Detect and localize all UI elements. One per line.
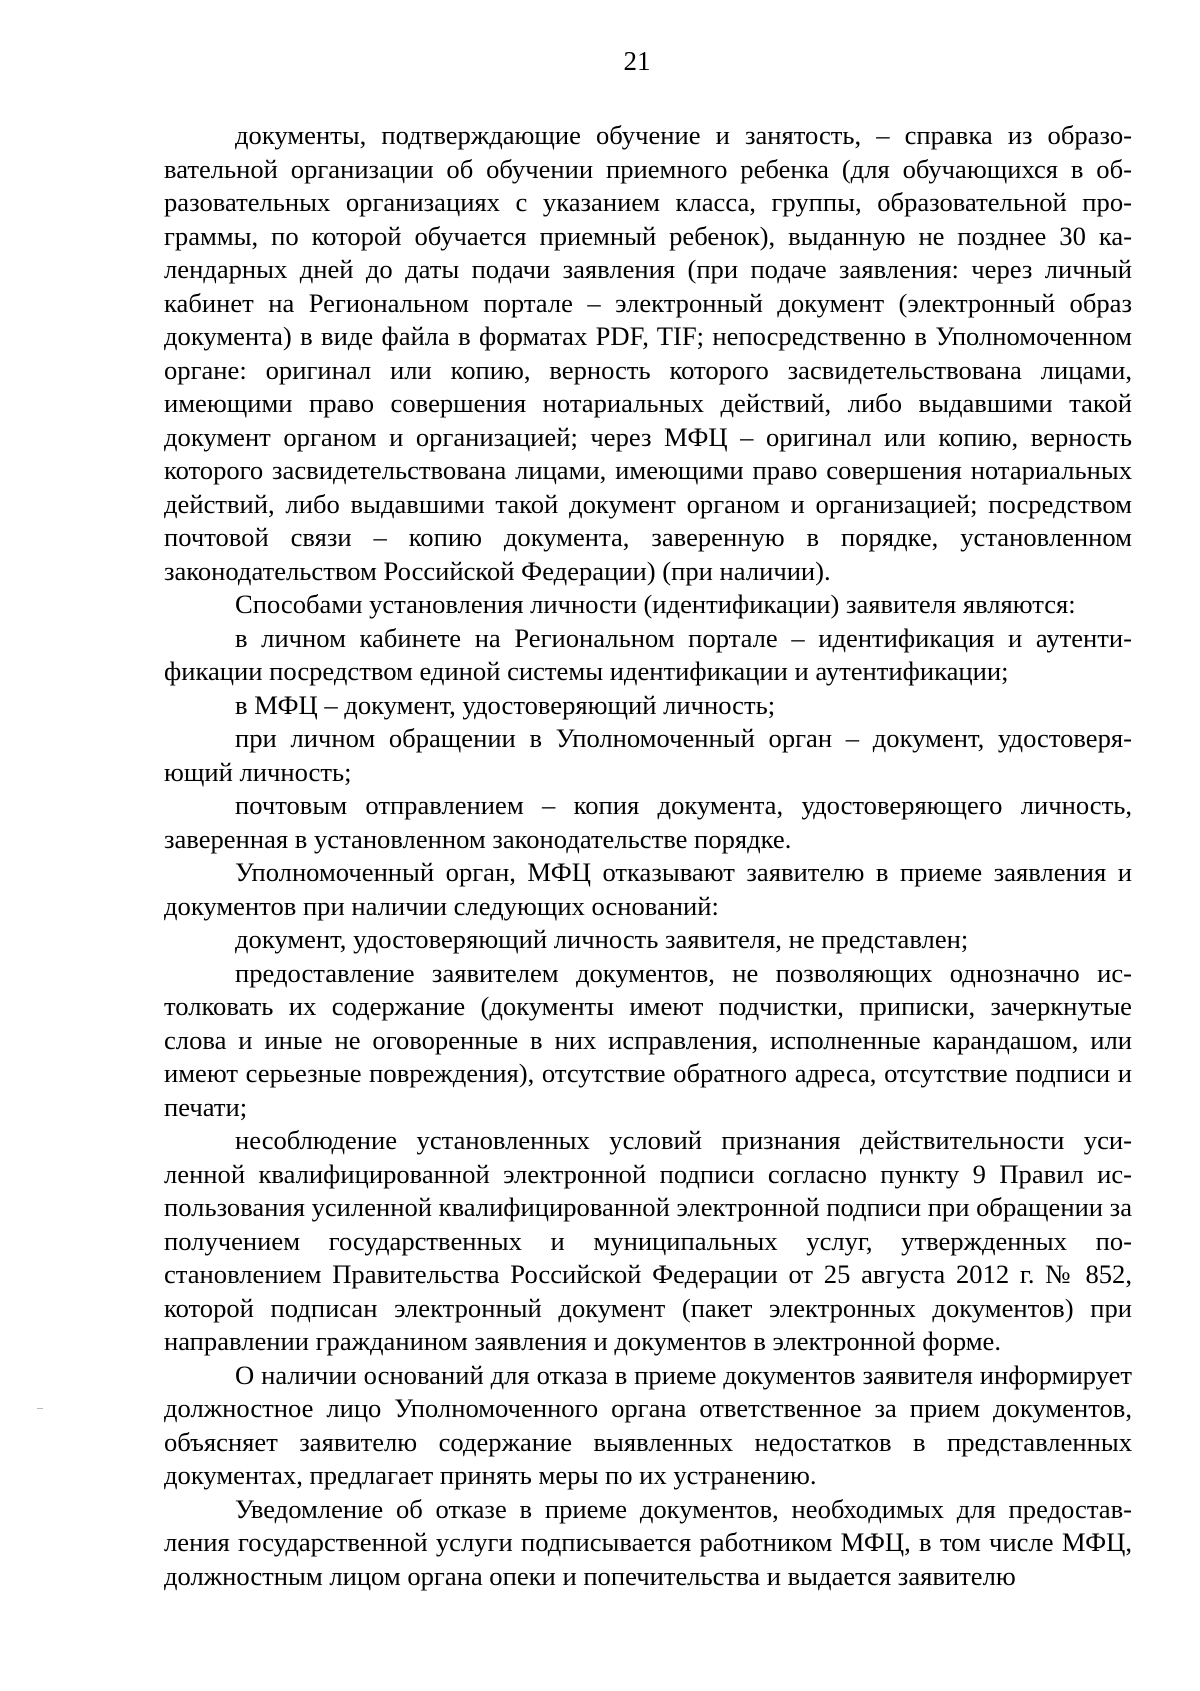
paragraph-signature-conditions: несоблюдение установленных условий признания действительности усиленной квалифицированной электронной подписи согласно пункту 9 Правил использования усиленной квалифицированной электронной подписи при обращении за получением государственных и муниципальных услуг, утвержденных постановлением Правительства Российской Федерации от 25 августа 2012 г. № 852, которой подписан электронный документ (пакет электронных документов) при направлении гражданином заявления и документов в электронной форме. bbox=[164, 1125, 1132, 1356]
page-number: 21 bbox=[623, 46, 651, 76]
paragraph-informing: О наличии оснований для отказа в приеме документов заявителя информирует должностное лицо Уполномоченного органа ответственное за прием документов, объясняет заявителю содержание выявленных недостатков в представленных документах, предлагает принять меры по их устранению. bbox=[164, 1359, 1132, 1490]
scan-margin-mark bbox=[37, 1408, 43, 1409]
paragraph-mfc: в МФЦ – документ, удостоверяющий личность; bbox=[235, 689, 776, 720]
document-body bbox=[164, 119, 1132, 1593]
paragraph-personal-visit: при личном обращении в Уполномоченный орган – документ, удостоверяющий личность; bbox=[164, 723, 1132, 787]
paragraph-identification-methods: Способами установления личности (идентификации) заявителя являются: bbox=[235, 589, 1076, 619]
paragraph-postal: почтовым отправлением – копия документа, удостоверяющего личность, заверенная в установленном законодательстве порядке. bbox=[164, 790, 1132, 854]
paragraph-refusal-notice: Уведомление об отказе в приеме документов, необходимых для предоставления государственной услуги подписывается работником МФЦ, в том числе МФЦ, должностным лицом органа опеки и попечительства и выдается заявителю bbox=[164, 1493, 1132, 1591]
paragraph-education-documents: документы, подтверждающие обучение и занятость, – справка из образовательной организации об обучении приемного ребенка (для обучающихся в образовательных организациях с указанием класса, группы, образовательной программы, по которой обучается приемный ребенок), выданную не позднее 30 календарных дней до даты подачи заявления (при подаче заявления: через личный кабинет на Региональном портале – электронный документ (электронный образ документа) в виде файла в форматах PDF, TIF; непосредственно в Уполномоченном органе: оригинал или копию, верность которого засвидетельствована лицами, имеющими право совершения нотариальных действий, либо выдавшими такой документ органом и организацией; через МФЦ – оригинал или копию, верность которого засвидетельствована лицами, имеющими право совершения нотариальных действий, либо выдавшими такой документ органом и организацией; посредством почтовой связи – копию документа, заверенную в порядке, установленном законодательством Российской Федерации) (при наличии). bbox=[164, 120, 1132, 586]
paragraph-no-id: документ, удостоверяющий личность заявителя, не представлен; bbox=[235, 924, 969, 954]
paragraph-refusal-grounds: Уполномоченный орган, МФЦ отказывают заявителю в приеме заявления и документов при наличии следующих оснований: bbox=[164, 857, 1132, 921]
paragraph-ambiguous-documents: предоставление заявителем документов, не позволяющих однозначно истолковать их содержание (документы имеют подчистки, приписки, зачеркнутые слова и иные не оговоренные в них исправления, исполненные карандашом, или имеют серьезные повреждения), отсутствие обратного адреса, отсутствие подписи и печати; bbox=[164, 957, 1132, 1122]
paragraph-regional-portal: в личном кабинете на Региональном портале – идентификация и аутентификации посредством единой системы идентификации и аутентификации; bbox=[164, 622, 1132, 686]
